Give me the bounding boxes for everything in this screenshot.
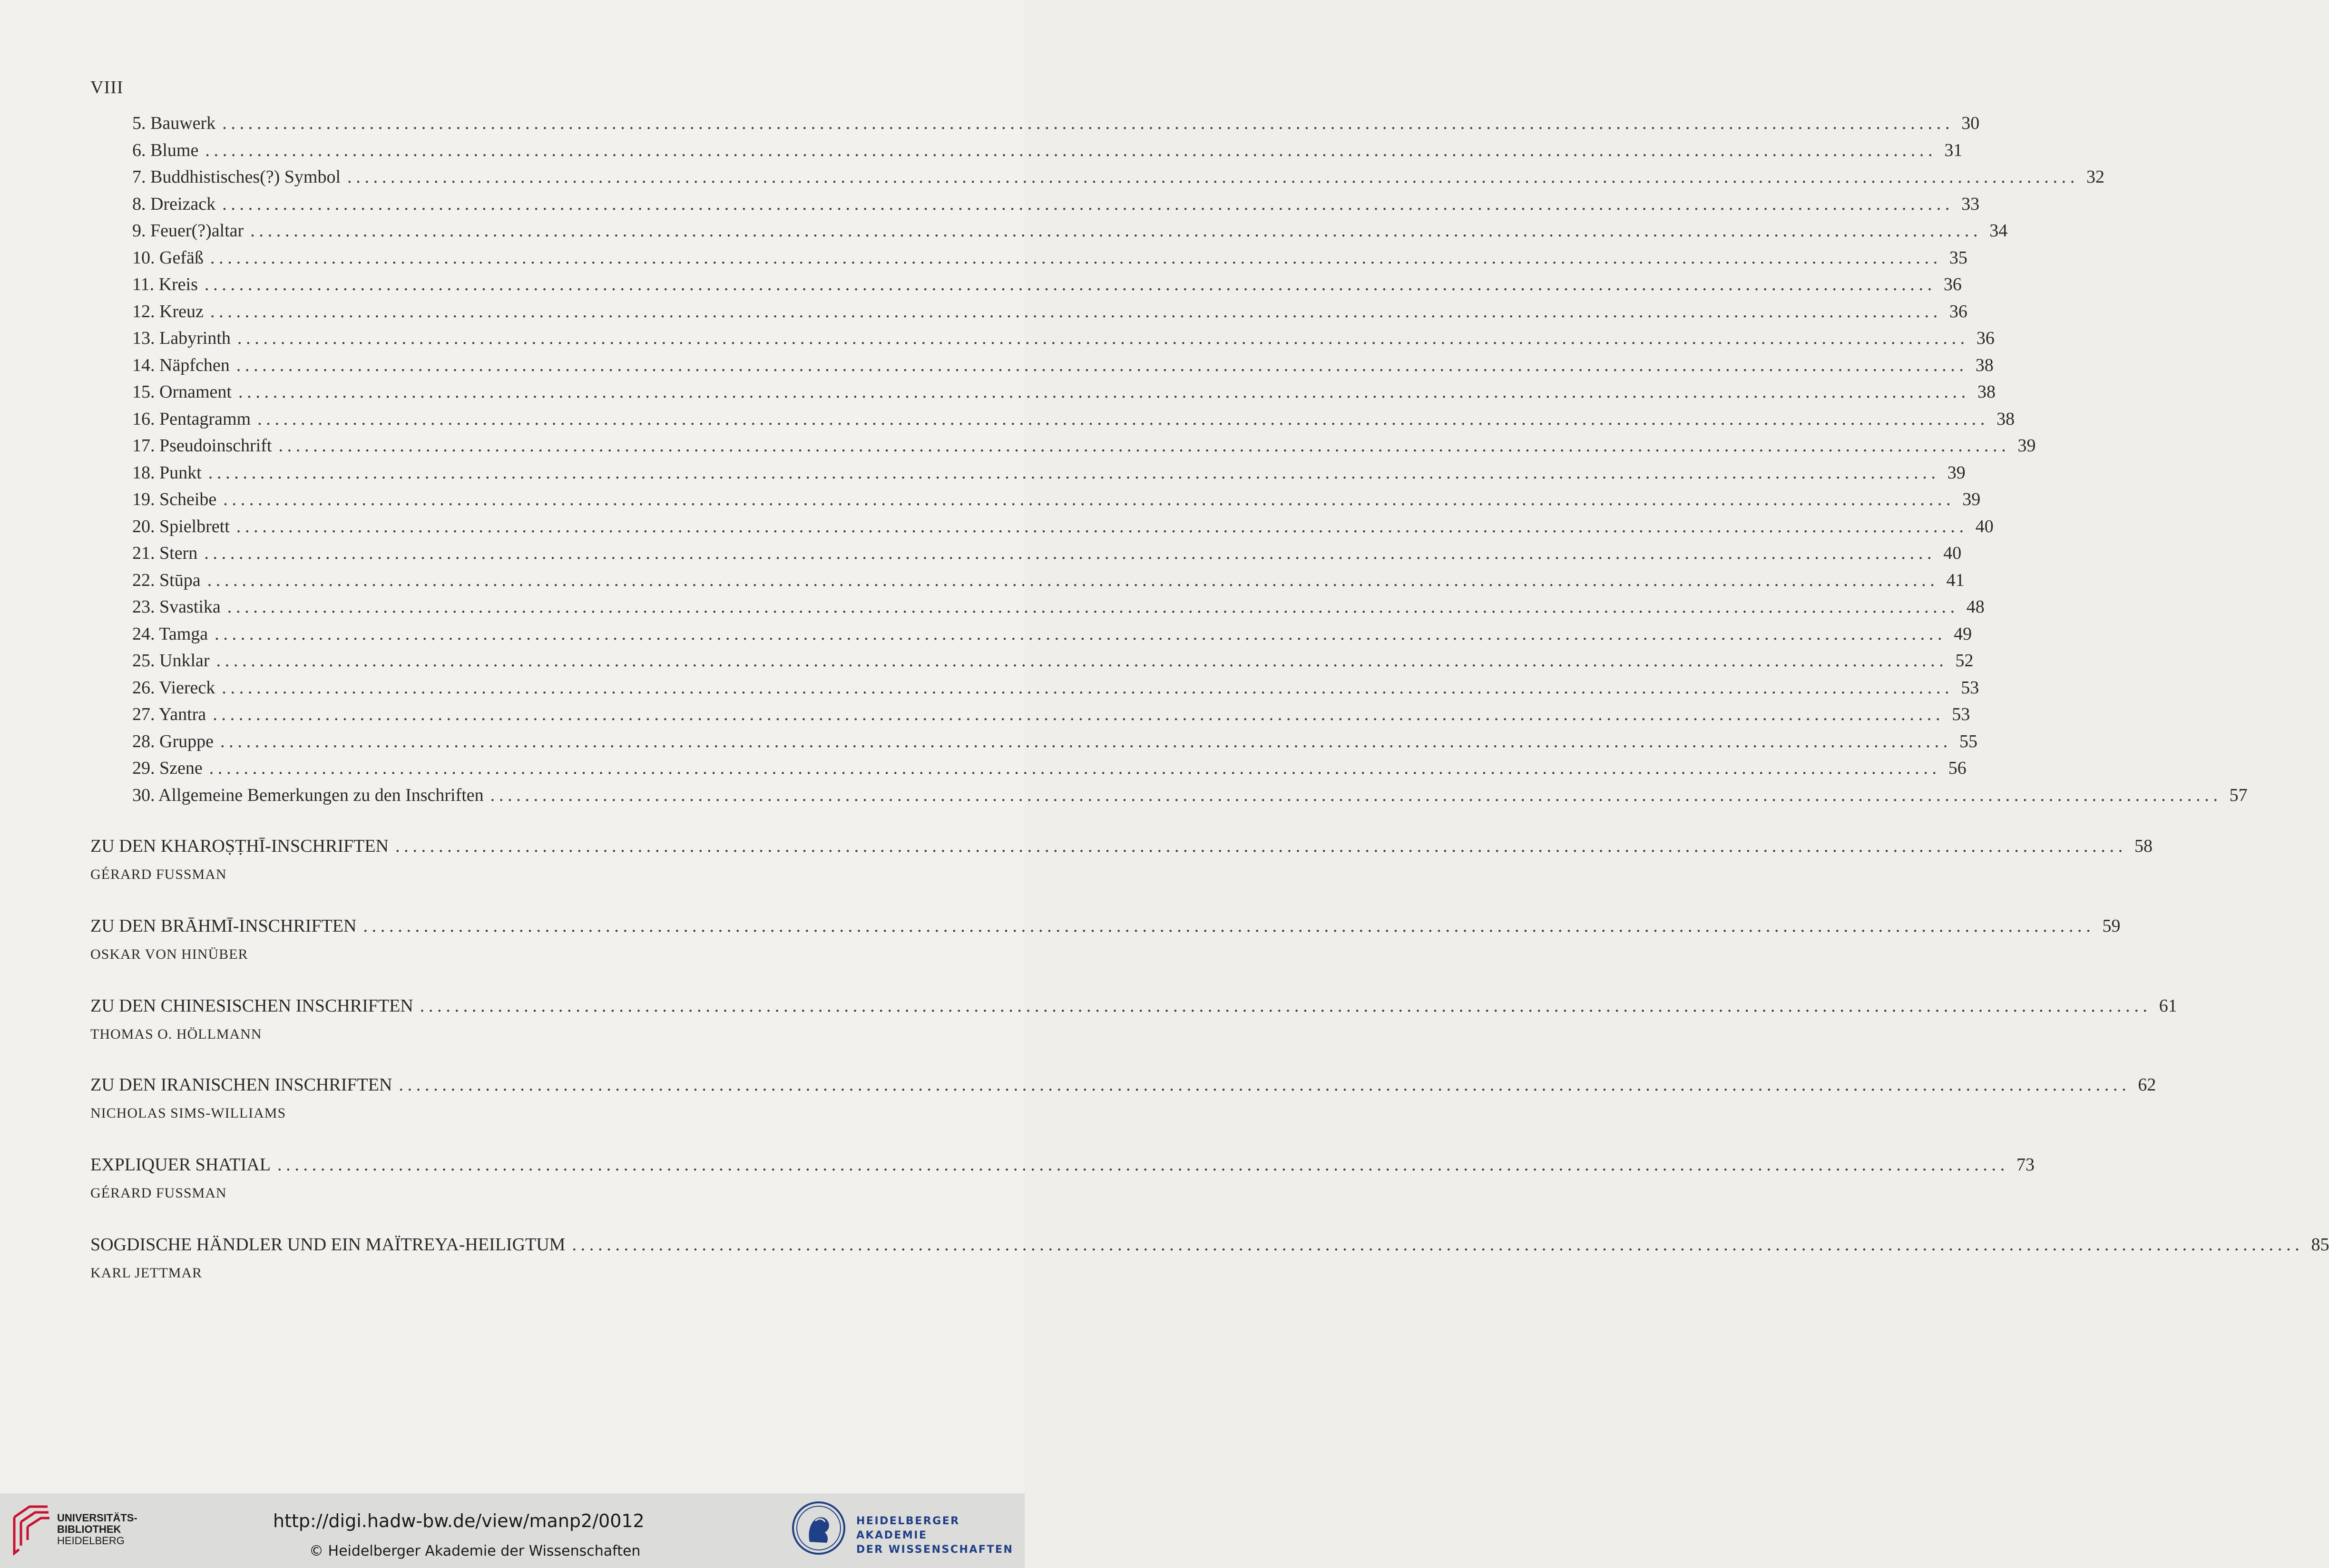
toc-subentry[interactable]: [132, 677, 1979, 698]
leader-dots: ........................................................................................................................................................................................................: [257, 409, 1989, 429]
toc-entry-page: 40: [1975, 516, 1994, 536]
leader-dots: ........................................................................................................................................................................................................: [222, 677, 1954, 698]
toc-subentry[interactable]: [132, 570, 1965, 590]
toc-entry-label: 21. Stern: [132, 543, 198, 563]
toc-subentry[interactable]: [132, 382, 1996, 402]
toc-entry-label: 27. Yantra: [132, 704, 206, 724]
leader-dots: ........................................................................................................................................................................................................: [222, 194, 1954, 214]
toc-entry-page: 38: [1996, 409, 2015, 429]
toc-entry-page: 39: [2017, 436, 2036, 456]
toc-subentry[interactable]: [132, 462, 1966, 483]
leader-dots: ........................................................................................................................................................................................................: [490, 785, 2222, 805]
toc-entry-label: 14. Näpfchen: [132, 355, 230, 375]
toc-subentry[interactable]: [132, 785, 2248, 805]
toc-subentry[interactable]: [132, 436, 2036, 456]
toc-subentry[interactable]: [132, 516, 1994, 536]
toc-entry-page: 32: [2086, 167, 2105, 187]
toc-entry-page: 53: [1952, 704, 1970, 724]
leader-dots: ........................................................................................................................................................................................................: [399, 1075, 2131, 1095]
toc-subentry[interactable]: [132, 597, 1985, 617]
toc-entry-page: 40: [1943, 543, 1962, 563]
leader-dots: ........................................................................................................................................................................................................: [363, 916, 2095, 936]
leader-dots: ........................................................................................................................................................................................................: [210, 247, 1942, 268]
toc-section-entry[interactable]: [90, 996, 2177, 1016]
toc-entry-label: 23. Svastika: [132, 597, 221, 617]
toc-subentry[interactable]: [132, 623, 1972, 644]
toc-subentry[interactable]: [132, 301, 1967, 321]
toc-entry-label: 19. Scheibe: [132, 489, 217, 509]
leader-dots: ........................................................................................................................................................................................................: [238, 382, 1970, 402]
toc-entry-label: 26. Viereck: [132, 677, 215, 698]
toc-entry-label: 17. Pseudoinschrift: [132, 436, 272, 456]
toc-entry-label: 10. Gefäß: [132, 247, 204, 268]
toc-subentry[interactable]: [132, 113, 1980, 133]
toc-subentry[interactable]: [132, 651, 1974, 671]
hadw-seal-logo-icon[interactable]: [791, 1500, 847, 1556]
toc-entry-page: 48: [1966, 597, 1985, 617]
toc-entry-page: 57: [2229, 785, 2248, 805]
toc-section-title: EXPLIQUER SHATIAL: [90, 1155, 271, 1175]
library-name: [57, 1512, 137, 1547]
toc-section-title: ZU DEN BRĀHMĪ-INSCHRIFTEN: [90, 916, 357, 936]
toc-subentry[interactable]: [132, 489, 1981, 509]
toc-entry-label: 25. Unklar: [132, 651, 210, 671]
toc-subentry[interactable]: [132, 704, 1970, 724]
toc-entry-label: 15. Ornament: [132, 382, 232, 402]
library-name-line2: BIBLIOTHEK: [57, 1523, 121, 1535]
toc-entry-page: 39: [1962, 489, 1981, 509]
toc-entry-label: 29. Szene: [132, 758, 203, 778]
toc-subentry[interactable]: [132, 274, 1962, 294]
toc-entry-label: 8. Dreizack: [132, 194, 216, 214]
toc-entry-label: 11. Kreis: [132, 274, 198, 294]
toc-entry-page: 39: [1947, 462, 1966, 483]
toc-section-entry[interactable]: [90, 1235, 2329, 1255]
page-number: VIII: [90, 78, 124, 97]
leader-dots: ........................................................................................................................................................................................................: [236, 355, 1968, 375]
toc-section-entry[interactable]: [90, 836, 2153, 856]
leader-dots: ........................................................................................................................................................................................................: [204, 543, 1936, 563]
toc-subentry[interactable]: [132, 167, 2105, 187]
academy-name-line2: DER WISSENSCHAFTEN: [856, 1544, 1014, 1556]
leader-dots: ........................................................................................................................................................................................................: [395, 836, 2127, 856]
leader-dots: ........................................................................................................................................................................................................: [277, 1155, 2009, 1175]
toc-entry-page: 33: [1961, 194, 1980, 214]
toc-entry-label: 28. Gruppe: [132, 731, 214, 751]
leader-dots: ........................................................................................................................................................................................................: [215, 623, 1947, 644]
toc-subentry[interactable]: [132, 731, 1977, 751]
leader-dots: ........................................................................................................................................................................................................: [210, 301, 1942, 321]
toc-entry-page: 56: [1948, 758, 1967, 778]
toc-entry-label: 20. Spielbrett: [132, 516, 230, 536]
leader-dots: ........................................................................................................................................................................................................: [278, 436, 2010, 456]
toc-section-author: GÉRARD FUSSMAN: [90, 1185, 227, 1201]
leader-dots: ........................................................................................................................................................................................................: [347, 167, 2079, 187]
academy-name-line1: HEIDELBERGER AKADEMIE: [856, 1515, 960, 1541]
toc-section-title: ZU DEN IRANISCHEN INSCHRIFTEN: [90, 1075, 392, 1095]
toc-section-title: ZU DEN CHINESISCHEN INSCHRIFTEN: [90, 996, 413, 1016]
leader-dots: ........................................................................................................................................................................................................: [227, 597, 1959, 617]
toc-subentry[interactable]: [132, 758, 1967, 778]
toc-subentry[interactable]: [132, 194, 1980, 214]
leader-dots: ........................................................................................................................................................................................................: [220, 731, 1952, 751]
toc-entry-label: 5. Bauwerk: [132, 113, 216, 133]
toc-section-page: 73: [2016, 1155, 2035, 1175]
toc-entry-label: 16. Pentagramm: [132, 409, 251, 429]
toc-entry-label: 13. Labyrinth: [132, 328, 231, 348]
toc-section-author: NICHOLAS SIMS-WILLIAMS: [90, 1105, 286, 1121]
toc-entry-page: 38: [1975, 355, 1994, 375]
toc-subentry[interactable]: [132, 140, 1963, 160]
toc-section-entry[interactable]: [90, 1075, 2156, 1095]
toc-subentry[interactable]: [132, 328, 1995, 348]
leader-dots: ........................................................................................................................................................................................................: [420, 996, 2152, 1016]
toc-section-title: SOGDISCHE HÄNDLER UND EIN MAÏTREYA-HEILIGTUM: [90, 1235, 566, 1255]
toc-entry-page: 55: [1959, 731, 1977, 751]
academy-name: [856, 1514, 1025, 1557]
toc-section-title: ZU DEN KHAROṢṬHĪ-INSCHRIFTEN: [90, 836, 389, 856]
toc-section-author: KARL JETTMAR: [90, 1265, 203, 1281]
toc-section-page: 61: [2159, 996, 2177, 1016]
permalink-url[interactable]: http://digi.hadw-bw.de/view/manp2/0012: [273, 1510, 645, 1531]
leader-dots: ........................................................................................................................................................................................................: [222, 113, 1954, 133]
toc-section-page: 59: [2102, 916, 2121, 936]
toc-entry-page: 36: [1976, 328, 1995, 348]
toc-entry-page: 30: [1961, 113, 1980, 133]
toc-section-page: 62: [2138, 1075, 2156, 1095]
toc-entry-label: 6. Blume: [132, 140, 199, 160]
leader-dots: ........................................................................................................................................................................................................: [204, 274, 1936, 294]
toc-entry-page: 52: [1955, 651, 1974, 671]
toc-entry-label: 18. Punkt: [132, 462, 202, 483]
leader-dots: ........................................................................................................................................................................................................: [207, 570, 1939, 590]
footer-bar: [0, 1493, 1025, 1568]
copyright-notice: © Heidelberger Akademie der Wissenschaften: [309, 1543, 641, 1559]
leader-dots: ........................................................................................................................................................................................................: [213, 704, 1945, 724]
toc-entry-label: 12. Kreuz: [132, 301, 204, 321]
leader-dots: ........................................................................................................................................................................................................: [236, 516, 1968, 536]
toc-subentry[interactable]: [132, 247, 1967, 268]
library-name-line1: UNIVERSITÄTS-: [57, 1512, 137, 1524]
toc-section-page: 85: [2311, 1235, 2329, 1255]
toc-section-author: OSKAR VON HINÜBER: [90, 946, 248, 962]
leader-dots: ........................................................................................................................................................................................................: [209, 758, 1941, 778]
toc-subentry[interactable]: [132, 221, 2008, 241]
toc-section-page: 58: [2134, 836, 2153, 856]
toc-entry-label: 7. Buddhistisches(?) Symbol: [132, 167, 341, 187]
leader-dots: ........................................................................................................................................................................................................: [223, 489, 1955, 509]
leader-dots: ........................................................................................................................................................................................................: [216, 651, 1948, 671]
toc-entry-page: 53: [1961, 677, 1979, 698]
toc-entry-page: 36: [1943, 274, 1962, 294]
toc-entry-page: 34: [1989, 221, 2008, 241]
ub-heidelberg-logo-icon[interactable]: [10, 1504, 52, 1556]
toc-entry-label: 9. Feuer(?)altar: [132, 221, 244, 241]
leader-dots: ........................................................................................................................................................................................................: [237, 328, 1969, 348]
toc-entry-page: 41: [1946, 570, 1965, 590]
toc-subentry[interactable]: [132, 355, 1994, 375]
toc-entry-label: 30. Allgemeine Bemerkungen zu den Inschriften: [132, 785, 484, 805]
toc-entry-page: 31: [1944, 140, 1963, 160]
toc-subentry[interactable]: [132, 543, 1962, 563]
toc-entry-page: 49: [1954, 623, 1972, 644]
toc-entry-page: 35: [1949, 247, 1967, 268]
toc-entry-label: 24. Tamga: [132, 623, 208, 644]
leader-dots: ........................................................................................................................................................................................................: [572, 1235, 2304, 1255]
toc-section-author: THOMAS O. HÖLLMANN: [90, 1026, 262, 1042]
toc-section-entry[interactable]: [90, 1155, 2035, 1175]
leader-dots: ........................................................................................................................................................................................................: [208, 462, 1940, 483]
toc-section-author: GÉRARD FUSSMAN: [90, 867, 227, 882]
leader-dots: ........................................................................................................................................................................................................: [250, 221, 1982, 241]
leader-dots: ........................................................................................................................................................................................................: [205, 140, 1937, 160]
toc-entry-page: 36: [1949, 301, 1967, 321]
toc-entry-page: 38: [1977, 382, 1996, 402]
library-name-line3: HEIDELBERG: [57, 1535, 125, 1547]
toc-entry-label: 22. Stūpa: [132, 570, 201, 590]
toc-subentry[interactable]: [132, 409, 2015, 429]
toc-section-entry[interactable]: [90, 916, 2121, 936]
